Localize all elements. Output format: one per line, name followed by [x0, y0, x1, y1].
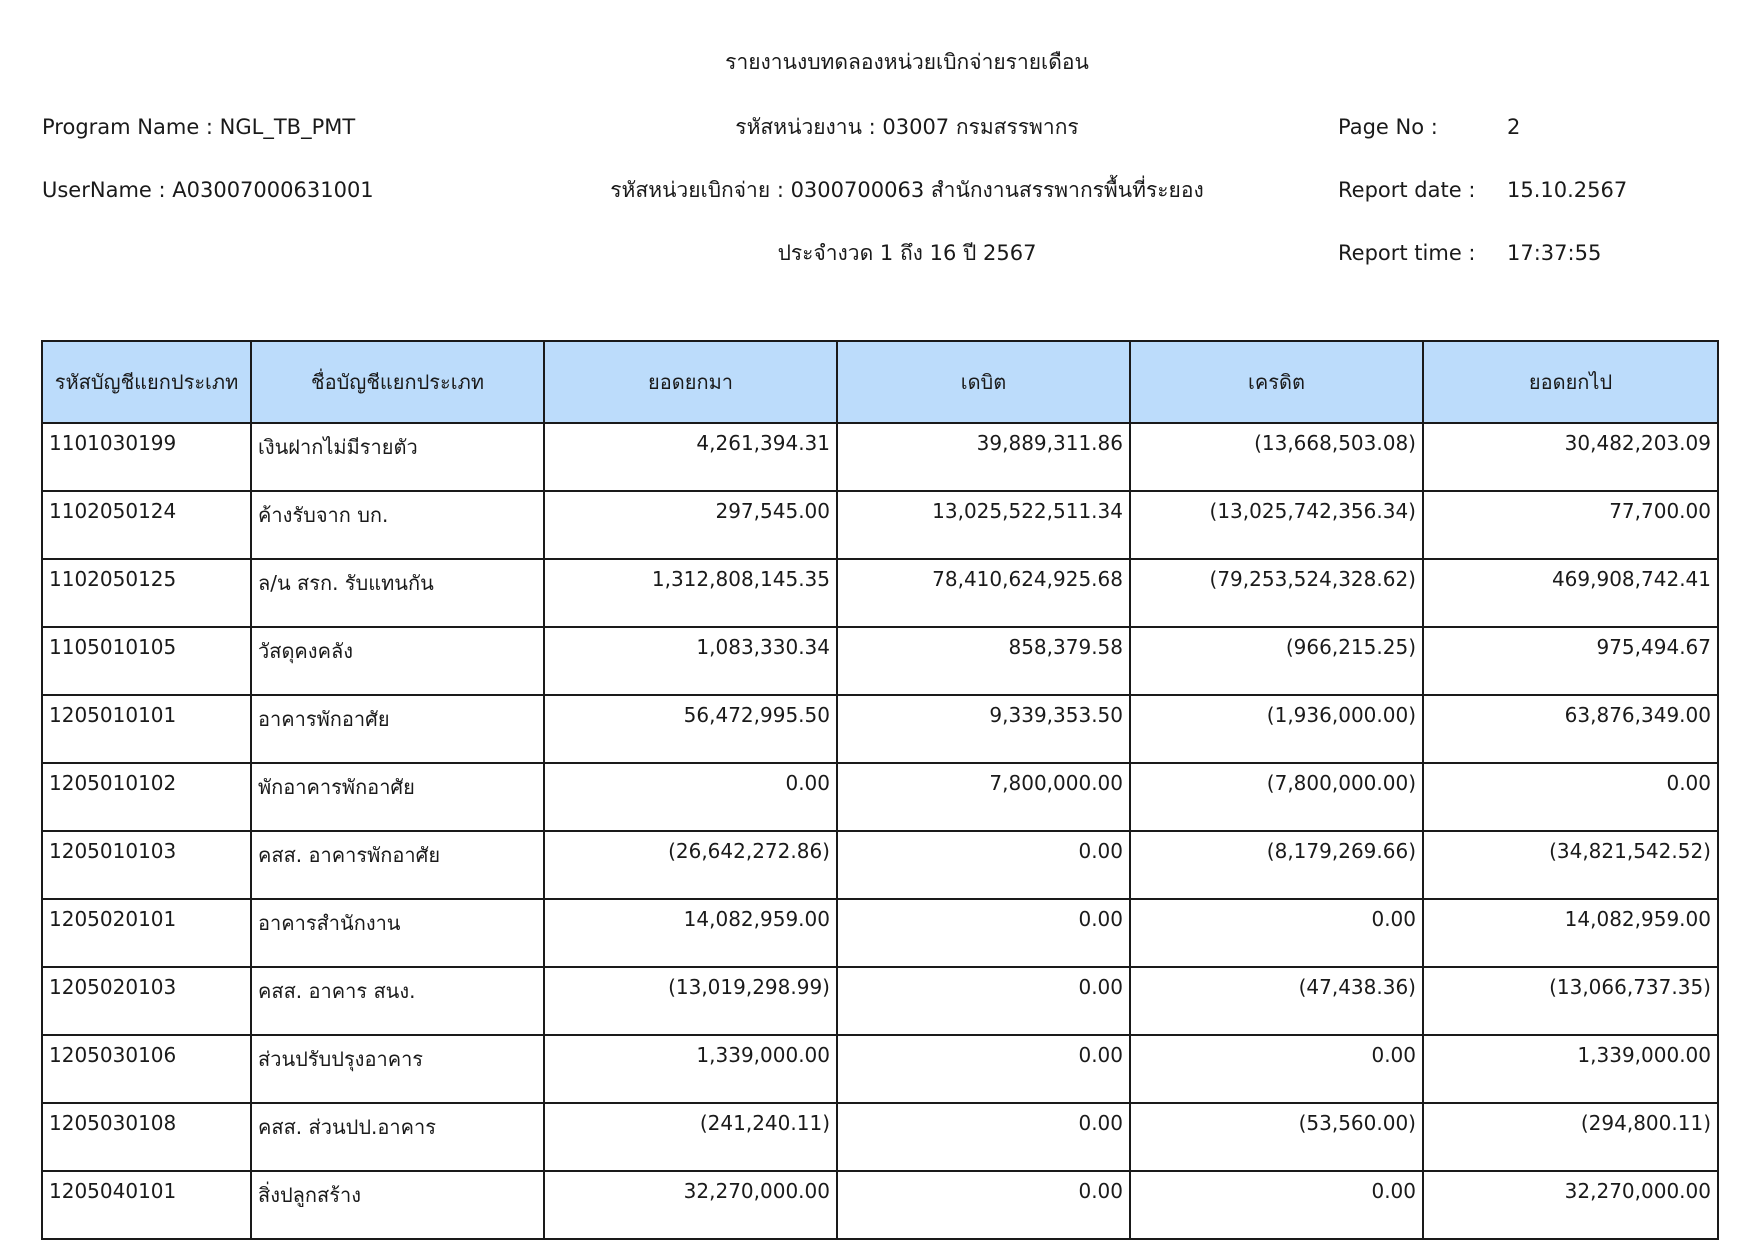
brought-forward-cell: (13,019,298.99) [544, 967, 837, 1035]
disbursement-unit: รหัสหน่วยเบิกจ่าย : 0300700063 สำนักงานสรรพากรพื้นที่ระยอง [610, 178, 1204, 202]
credit-cell: 0.00 [1130, 899, 1423, 967]
credit-cell: (966,215.25) [1130, 627, 1423, 695]
table-row [42, 1171, 1718, 1239]
account-name-cell: คสส. อาคารพักอาศัย [251, 831, 544, 899]
account-code-cell: 1205010103 [42, 831, 251, 899]
account-code-cell: 1101030199 [42, 423, 251, 491]
account-code-cell: 1205030108 [42, 1103, 251, 1171]
carried-forward-cell: 1,339,000.00 [1423, 1035, 1718, 1103]
table-row [42, 695, 1718, 763]
debit-cell: 0.00 [837, 899, 1130, 967]
table-row [42, 491, 1718, 559]
account-code-cell: 1205020101 [42, 899, 251, 967]
col-header-account-name: ชื่อบัญชีแยกประเภท [251, 341, 544, 423]
debit-cell: 0.00 [837, 1103, 1130, 1171]
table-row [42, 967, 1718, 1035]
carried-forward-cell: 0.00 [1423, 763, 1718, 831]
account-name-cell: พักอาคารพักอาศัย [251, 763, 544, 831]
carried-forward-cell: (13,066,737.35) [1423, 967, 1718, 1035]
carried-forward-cell: 469,908,742.41 [1423, 559, 1718, 627]
table-row [42, 627, 1718, 695]
debit-cell: 9,339,353.50 [837, 695, 1130, 763]
carried-forward-cell: 975,494.67 [1423, 627, 1718, 695]
account-code-cell: 1205010101 [42, 695, 251, 763]
col-header-account-code: รหัสบัญชีแยกประเภท [42, 341, 251, 423]
credit-cell: (13,025,742,356.34) [1130, 491, 1423, 559]
program-name: Program Name : NGL_TB_PMT [42, 115, 356, 139]
account-name-cell: ส่วนปรับปรุงอาคาร [251, 1035, 544, 1103]
account-code-cell: 1205010102 [42, 763, 251, 831]
account-code-cell: 1205040101 [42, 1171, 251, 1239]
carried-forward-cell: (34,821,542.52) [1423, 831, 1718, 899]
col-header-carried-forward: ยอดยกไป [1423, 341, 1718, 423]
credit-cell: (7,800,000.00) [1130, 763, 1423, 831]
report-period: ประจำงวด 1 ถึง 16 ปี 2567 [777, 241, 1037, 265]
carried-forward-cell: (294,800.11) [1423, 1103, 1718, 1171]
debit-cell: 858,379.58 [837, 627, 1130, 695]
credit-cell: 0.00 [1130, 1171, 1423, 1239]
account-code-cell: 1205030106 [42, 1035, 251, 1103]
brought-forward-cell: 1,312,808,145.35 [544, 559, 837, 627]
account-name-cell: เงินฝากไม่มีรายตัว [251, 423, 544, 491]
debit-cell: 0.00 [837, 967, 1130, 1035]
credit-cell: (13,668,503.08) [1130, 423, 1423, 491]
carried-forward-cell: 77,700.00 [1423, 491, 1718, 559]
table-header-row [42, 341, 1718, 423]
page-no-value: 2 [1507, 115, 1521, 139]
col-header-brought-forward: ยอดยกมา [544, 341, 837, 423]
credit-cell: (53,560.00) [1130, 1103, 1423, 1171]
credit-cell: (1,936,000.00) [1130, 695, 1423, 763]
account-name-cell: คสส. ส่วนปป.อาคาร [251, 1103, 544, 1171]
debit-cell: 78,410,624,925.68 [837, 559, 1130, 627]
brought-forward-cell: 32,270,000.00 [544, 1171, 837, 1239]
account-code-cell: 1205020103 [42, 967, 251, 1035]
account-name-cell: ค้างรับจาก บก. [251, 491, 544, 559]
brought-forward-cell: (241,240.11) [544, 1103, 837, 1171]
credit-cell: (8,179,269.66) [1130, 831, 1423, 899]
account-code-cell: 1102050125 [42, 559, 251, 627]
agency-code: รหัสหน่วยงาน : 03007 กรมสรรพากร [735, 115, 1079, 139]
account-code-cell: 1105010105 [42, 627, 251, 695]
debit-cell: 0.00 [837, 1035, 1130, 1103]
carried-forward-cell: 30,482,203.09 [1423, 423, 1718, 491]
col-header-debit: เดบิต [837, 341, 1130, 423]
carried-forward-cell: 32,270,000.00 [1423, 1171, 1718, 1239]
brought-forward-cell: 0.00 [544, 763, 837, 831]
account-name-cell: วัสดุคงคลัง [251, 627, 544, 695]
carried-forward-cell: 14,082,959.00 [1423, 899, 1718, 967]
username: UserName : A03007000631001 [42, 178, 374, 202]
credit-cell: 0.00 [1130, 1035, 1423, 1103]
table-row [42, 423, 1718, 491]
brought-forward-cell: 4,261,394.31 [544, 423, 837, 491]
report-time-value: 17:37:55 [1507, 241, 1602, 265]
credit-cell: (79,253,524,328.62) [1130, 559, 1423, 627]
carried-forward-cell: 63,876,349.00 [1423, 695, 1718, 763]
debit-cell: 39,889,311.86 [837, 423, 1130, 491]
credit-cell: (47,438.36) [1130, 967, 1423, 1035]
brought-forward-cell: 1,083,330.34 [544, 627, 837, 695]
debit-cell: 13,025,522,511.34 [837, 491, 1130, 559]
brought-forward-cell: 14,082,959.00 [544, 899, 837, 967]
table-row [42, 559, 1718, 627]
account-name-cell: อาคารสำนักงาน [251, 899, 544, 967]
account-code-cell: 1102050124 [42, 491, 251, 559]
col-header-credit: เครดิต [1130, 341, 1423, 423]
trial-balance-table [41, 340, 1719, 1240]
report-time-label: Report time : [1338, 241, 1476, 265]
debit-cell: 7,800,000.00 [837, 763, 1130, 831]
account-name-cell: สิ่งปลูกสร้าง [251, 1171, 544, 1239]
account-name-cell: คสส. อาคาร สนง. [251, 967, 544, 1035]
page-no-label: Page No : [1338, 115, 1438, 139]
table-row [42, 1035, 1718, 1103]
table-row [42, 899, 1718, 967]
brought-forward-cell: (26,642,272.86) [544, 831, 837, 899]
brought-forward-cell: 56,472,995.50 [544, 695, 837, 763]
debit-cell: 0.00 [837, 1171, 1130, 1239]
report-date-value: 15.10.2567 [1507, 178, 1628, 202]
report-title: รายงานงบทดลองหน่วยเบิกจ่ายรายเดือน [725, 50, 1089, 74]
report-date-label: Report date : [1338, 178, 1476, 202]
account-name-cell: อาคารพักอาศัย [251, 695, 544, 763]
account-name-cell: ล/น สรก. รับแทนกัน [251, 559, 544, 627]
debit-cell: 0.00 [837, 831, 1130, 899]
table-row [42, 1103, 1718, 1171]
table-row [42, 763, 1718, 831]
brought-forward-cell: 297,545.00 [544, 491, 837, 559]
brought-forward-cell: 1,339,000.00 [544, 1035, 837, 1103]
table-row [42, 831, 1718, 899]
